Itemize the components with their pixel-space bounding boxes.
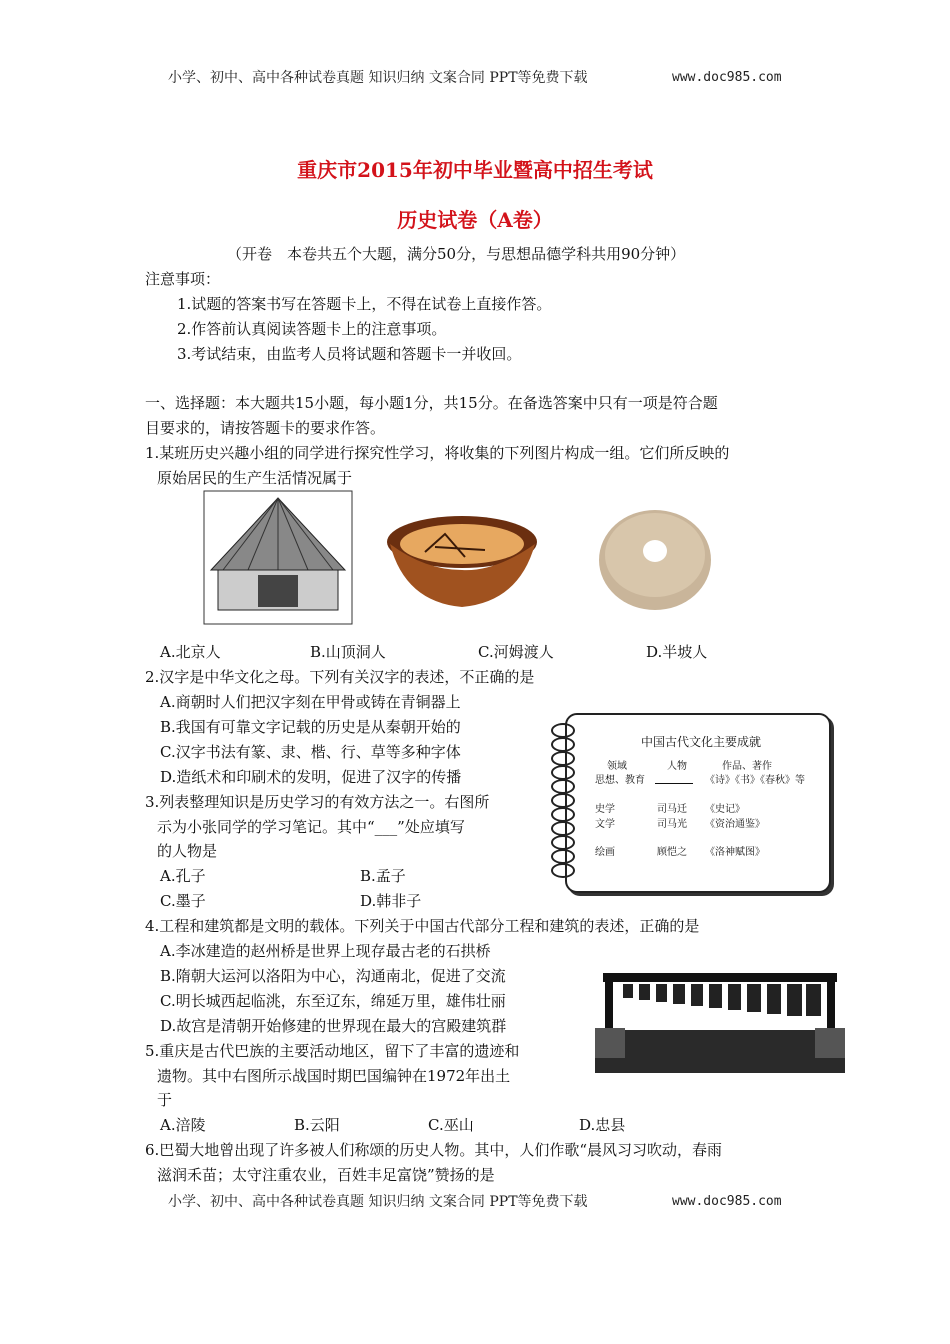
q5-stem: 5.重庆是古代巴族的主要活动地区，留下了丰富的遗迹和 <box>145 1042 520 1060</box>
study-notebook-figure <box>565 713 831 893</box>
q2-option-d[interactable]: D.造纸术和印刷术的发明，促进了汉字的传播 <box>160 768 462 786</box>
q1-option-a[interactable]: A.北京人 <box>160 643 221 661</box>
q2-option-c[interactable]: C.汉字书法有篆、隶、楷、行、草等多种字体 <box>160 743 461 761</box>
notebook-cell: 史学 <box>595 804 615 815</box>
notebook-cell: 绘画 <box>595 847 615 858</box>
exam-subtitle: 历史试卷（A卷） <box>397 208 553 232</box>
q5-option-d[interactable]: D.忠县 <box>579 1116 626 1134</box>
notebook-cell: 思想、教育 <box>595 775 645 786</box>
q3-option-c[interactable]: C.墨子 <box>160 892 206 910</box>
exam-info: （开卷 本卷共五个大题，满分50分，与思想品德学科共用90分钟） <box>227 245 686 263</box>
q1-option-b[interactable]: B.山顶洞人 <box>310 643 386 661</box>
notebook-cell: 司马光 <box>657 819 687 830</box>
note-item: 3.考试结束，由监考人员将试题和答题卡一并收回。 <box>177 345 522 363</box>
q4-option-c[interactable]: C.明长城西起临洮，东至辽东，绵延万里，雄伟壮丽 <box>160 992 506 1010</box>
q5-option-c[interactable]: C.巫山 <box>428 1116 474 1134</box>
q1-option-c[interactable]: C.河姆渡人 <box>478 643 554 661</box>
notebook-cell: 《史记》 <box>705 804 745 815</box>
q3-option-b[interactable]: B.孟子 <box>360 867 406 885</box>
header-text: 小学、初中、高中各种试卷真题 知识归纳 文案合同 PPT等免费下载 <box>168 70 588 86</box>
q6-stem: 6.巴蜀大地曾出现了许多被人们称颂的历史人物。其中，人们作歌“晨风习习吹动，春雨 <box>145 1141 722 1159</box>
notes-heading: 注意事项： <box>145 270 221 288</box>
q4-option-b[interactable]: B.隋朝大运河以洛阳为中心，沟通南北，促进了交流 <box>160 967 506 985</box>
q4-stem: 4.工程和建筑都是文明的载体。下列关于中国古代部分工程和建筑的表述，正确的是 <box>145 917 700 935</box>
q1-stem: 1.某班历史兴趣小组的同学进行探究性学习，将收集的下列图片构成一组。它们所反映的 <box>145 444 730 462</box>
q6-stem: 滋润禾苗；太守注重农业，百姓丰足富饶”赞扬的是 <box>157 1166 495 1184</box>
q3-option-d[interactable]: D.韩非子 <box>360 892 422 910</box>
spindle-whorl-image <box>595 505 715 615</box>
q2-option-a[interactable]: A.商朝时人们把汉字刻在甲骨或铸在青铜器上 <box>160 693 461 711</box>
section-heading: 目要求的，请按答题卡的要求作答。 <box>145 419 386 437</box>
q3-stem: 示为小张同学的学习笔记。其中“___”处应填写 <box>157 818 465 836</box>
header-url[interactable]: www.doc985.com <box>672 70 782 85</box>
notebook-cell: 《资治通鉴》 <box>705 819 765 830</box>
notebook-header: 作品、著作 <box>722 761 772 772</box>
footer-text: 小学、初中、高中各种试卷真题 知识归纳 文案合同 PPT等免费下载 <box>168 1194 588 1210</box>
exam-title: 重庆市2015年初中毕业暨高中招生考试 <box>297 158 653 182</box>
hut-drawing-image <box>203 490 353 625</box>
q2-stem: 2.汉字是中华文化之母。下列有关汉字的表述，不正确的是 <box>145 668 535 686</box>
q1-stem: 原始居民的生产生活情况属于 <box>157 469 353 487</box>
q4-option-d[interactable]: D.故宫是清朝开始修建的世界现在最大的宫殿建筑群 <box>160 1017 507 1035</box>
q5-option-b[interactable]: B.云阳 <box>294 1116 340 1134</box>
q3-option-a[interactable]: A.孔子 <box>160 867 206 885</box>
notebook-title: 中国古代文化主要成就 <box>641 735 762 749</box>
q5-option-a[interactable]: A.涪陵 <box>160 1116 206 1134</box>
chime-bells-image <box>595 968 845 1073</box>
q2-option-b[interactable]: B.我国有可靠文字记载的历史是从秦朝开始的 <box>160 718 461 736</box>
q4-option-a[interactable]: A.李冰建造的赵州桥是世界上现存最古老的石拱桥 <box>160 942 491 960</box>
notebook-blank <box>655 783 693 784</box>
notebook-cell: 顾恺之 <box>657 847 687 858</box>
q5-stem: 于 <box>157 1091 173 1109</box>
notebook-cell: 《洛神赋图》 <box>705 847 765 858</box>
notebook-cell: 文学 <box>595 819 615 830</box>
note-item: 2.作答前认真阅读答题卡上的注意事项。 <box>177 320 447 338</box>
pottery-bowl-image <box>385 512 540 612</box>
q3-stem: 的人物是 <box>157 842 218 860</box>
q3-stem: 3.列表整理知识是历史学习的有效方法之一。右图所 <box>145 793 490 811</box>
note-item: 1.试题的答案书写在答题卡上，不得在试卷上直接作答。 <box>177 295 552 313</box>
q1-option-d[interactable]: D.半坡人 <box>646 643 708 661</box>
q5-stem: 遗物。其中右图所示战国时期巴国编钟在1972年出土 <box>157 1067 511 1085</box>
notebook-cell: 《诗》《书》《春秋》等 <box>705 775 805 786</box>
notebook-header: 领域 <box>607 761 627 772</box>
footer-url[interactable]: www.doc985.com <box>672 1194 782 1209</box>
section-heading: 一、选择题：本大题共15小题，每小题1分，共15分。在备选答案中只有一项是符合题 <box>145 394 718 412</box>
notebook-header: 人物 <box>667 761 687 772</box>
notebook-cell: 司马迁 <box>657 804 687 815</box>
